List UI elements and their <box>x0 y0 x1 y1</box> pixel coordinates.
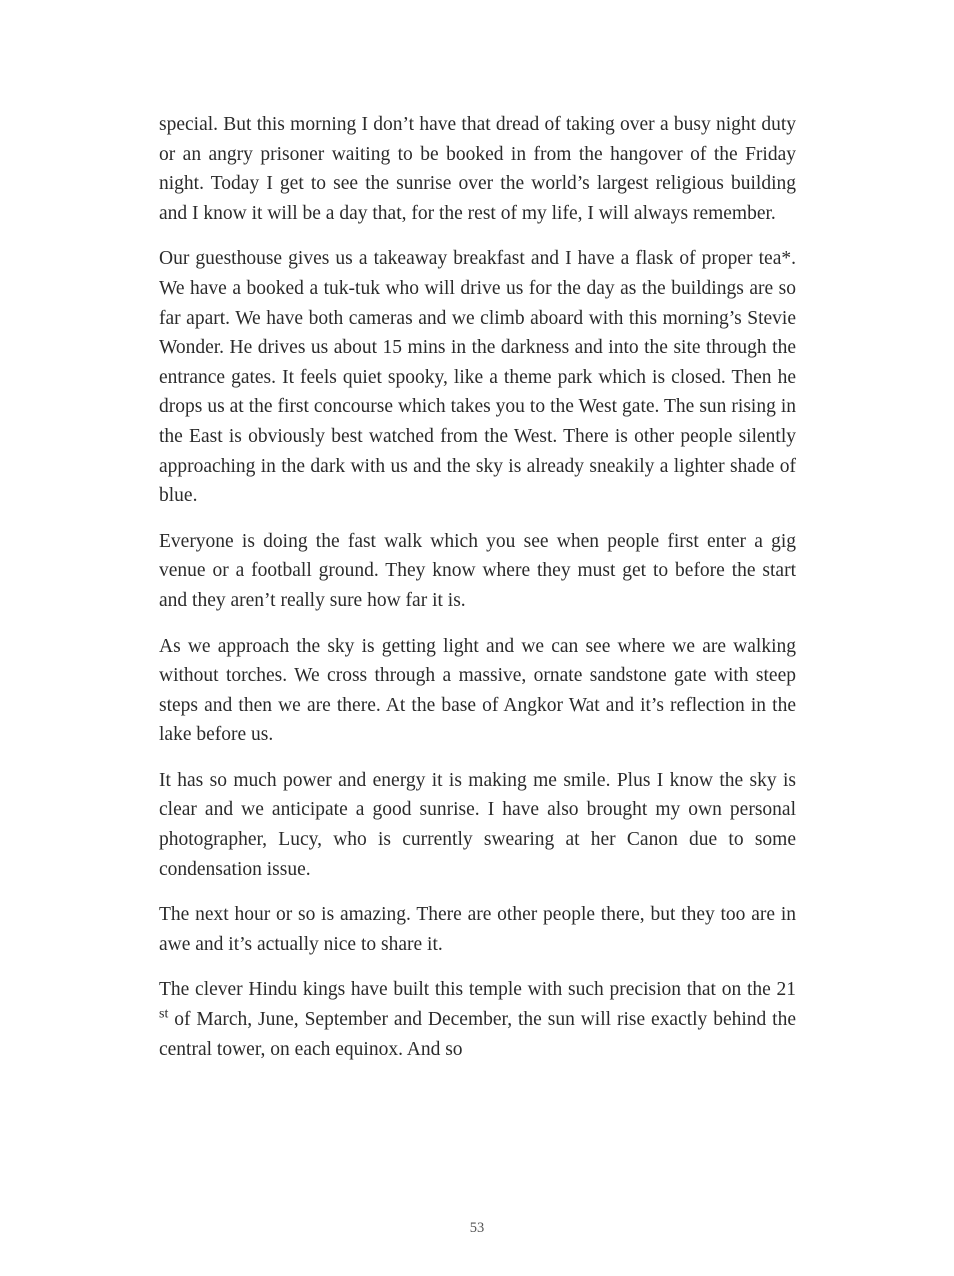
paragraph: The next hour or so is amazing. There are other people there, but they too are in awe and it’s actually nice to share it. <box>159 904 796 955</box>
page-number: 53 <box>469 1220 485 1236</box>
paragraph: It has so much power and energy it is making me smile. Plus I know the sky is clear and we anticipate a good sunrise. I have also brought my own personal photographer, Lucy, who is currently swearing at her Canon due to some condensation issue. <box>159 769 796 880</box>
paragraph-text: of March, June, September and December, the sun will rise exactly behind the central tower, on each equinox. And so <box>159 1009 796 1060</box>
paragraph: As we approach the sky is getting light and we can see where we are walking without torches. We cross through a massive, ornate sandstone gate with steep steps and then we are there. At the base of Angkor Wat and it’s reflection in the lake before us. <box>159 635 796 746</box>
paragraph: special. But this morning I don’t have that dread of taking over a busy night duty or an angry prisoner waiting to be booked in from the hangover of the Friday night. Today I get to see the sunrise over the world’s largest religious building and I know it will be a day that, for the rest of my life, I will always remember. <box>159 114 796 224</box>
page-body-text <box>159 110 796 1080</box>
ordinal-superscript: st <box>159 1005 169 1022</box>
paragraph-text: The clever Hindu kings have built this temple with such precision that on the 21 <box>159 979 796 1001</box>
paragraph: Everyone is doing the fast walk which you see when people first enter a gig venue or a football ground. They know where they must get to before the start and they aren’t really sure how far it is. <box>159 530 796 611</box>
paragraph <box>159 975 796 1064</box>
paragraph: Our guesthouse gives us a takeaway breakfast and I have a flask of proper tea*. We have a booked a tuk-tuk who will drive us for the day as the buildings are so far apart. We have both cameras and we climb aboard with this morning’s Stevie Wonder. He drives us about 15 mins in the darkness and into the site through the entrance gates. It feels quiet spooky, like a theme park which is closed. Then he drops us at the first concourse which takes you to the West gate. The sun rising in the East is obviously best watched from the West. There is other people silently approaching in the dark with us and the sky is already sneakily a lighter shade of blue. <box>159 248 796 507</box>
